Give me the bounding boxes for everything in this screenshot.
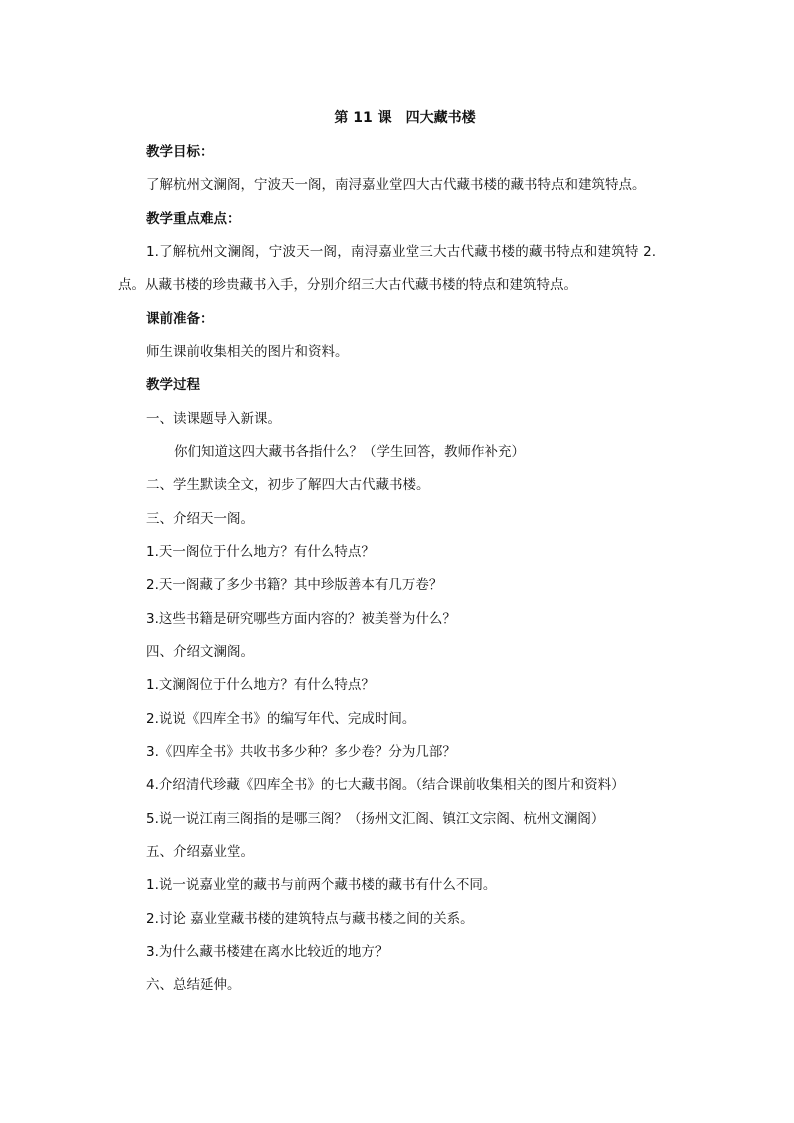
process-step: 五、介绍嘉业堂。 — [146, 844, 254, 860]
process-step: 2.讨论 嘉业堂藏书楼的建筑特点与藏书楼之间的关系。 — [146, 911, 474, 927]
goals-text: 了解杭州文澜阁，宁波天一阁，南浔嘉业堂四大古代藏书楼的藏书特点和建筑特点。 — [146, 177, 646, 193]
process-step: 三、介绍天一阁。 — [146, 511, 254, 527]
process-step: 3.为什么藏书楼建在离水比较近的地方？ — [146, 944, 389, 960]
process-step: 2.说说《四库全书》的编写年代、完成时间。 — [146, 711, 416, 727]
key-points-line-1: 1.了解杭州文澜阁，宁波天一阁，南浔嘉业堂三大古代藏书楼的藏书特点和建筑特 2. — [146, 244, 656, 260]
process-step: 二、学生默读全文，初步了解四大古代藏书楼。 — [146, 477, 430, 493]
process-step: 4.介绍清代珍藏《四库全书》的七大藏书阁。（结合课前收集相关的图片和资料） — [146, 777, 625, 793]
process-step: 1.天一阁位于什么地方？有什么特点？ — [146, 544, 375, 560]
key-points-line-2: 点。从藏书楼的珍贵藏书入手，分别介绍三大古代藏书楼的特点和建筑特点。 — [118, 277, 577, 293]
preparation-heading: 课前准备： — [146, 311, 214, 327]
process-step: 你们知道这四大藏书各指什么？（学生回答，教师作补充） — [174, 444, 525, 460]
preparation-text: 师生课前收集相关的图片和资料。 — [146, 344, 349, 360]
process-step: 一、读课题导入新课。 — [146, 411, 281, 427]
process-heading: 教学过程 — [146, 377, 200, 393]
process-step: 1.文澜阁位于什么地方？有什么特点？ — [146, 677, 375, 693]
process-step: 5.说一说江南三阁指的是哪三阁？（扬州文汇阁、镇江文宗阁、杭州文澜阁） — [146, 811, 605, 827]
process-step: 1.说一说嘉业堂的藏书与前两个藏书楼的藏书有什么不同。 — [146, 877, 497, 893]
process-step: 四、介绍文澜阁。 — [146, 644, 254, 660]
process-step: 3.这些书籍是研究哪些方面内容的？被美誉为什么？ — [146, 611, 456, 627]
process-step: 六、总结延伸。 — [146, 977, 241, 993]
process-step: 3.《四库全书》共收书多少种？多少卷？分为几部？ — [146, 744, 456, 760]
key-points-heading: 教学重点难点： — [146, 211, 241, 227]
document-title: 第 11 课 四大藏书楼 — [334, 110, 476, 126]
goals-heading: 教学目标： — [146, 144, 214, 160]
process-step: 2.天一阁藏了多少书籍？其中珍版善本有几万卷？ — [146, 577, 443, 593]
